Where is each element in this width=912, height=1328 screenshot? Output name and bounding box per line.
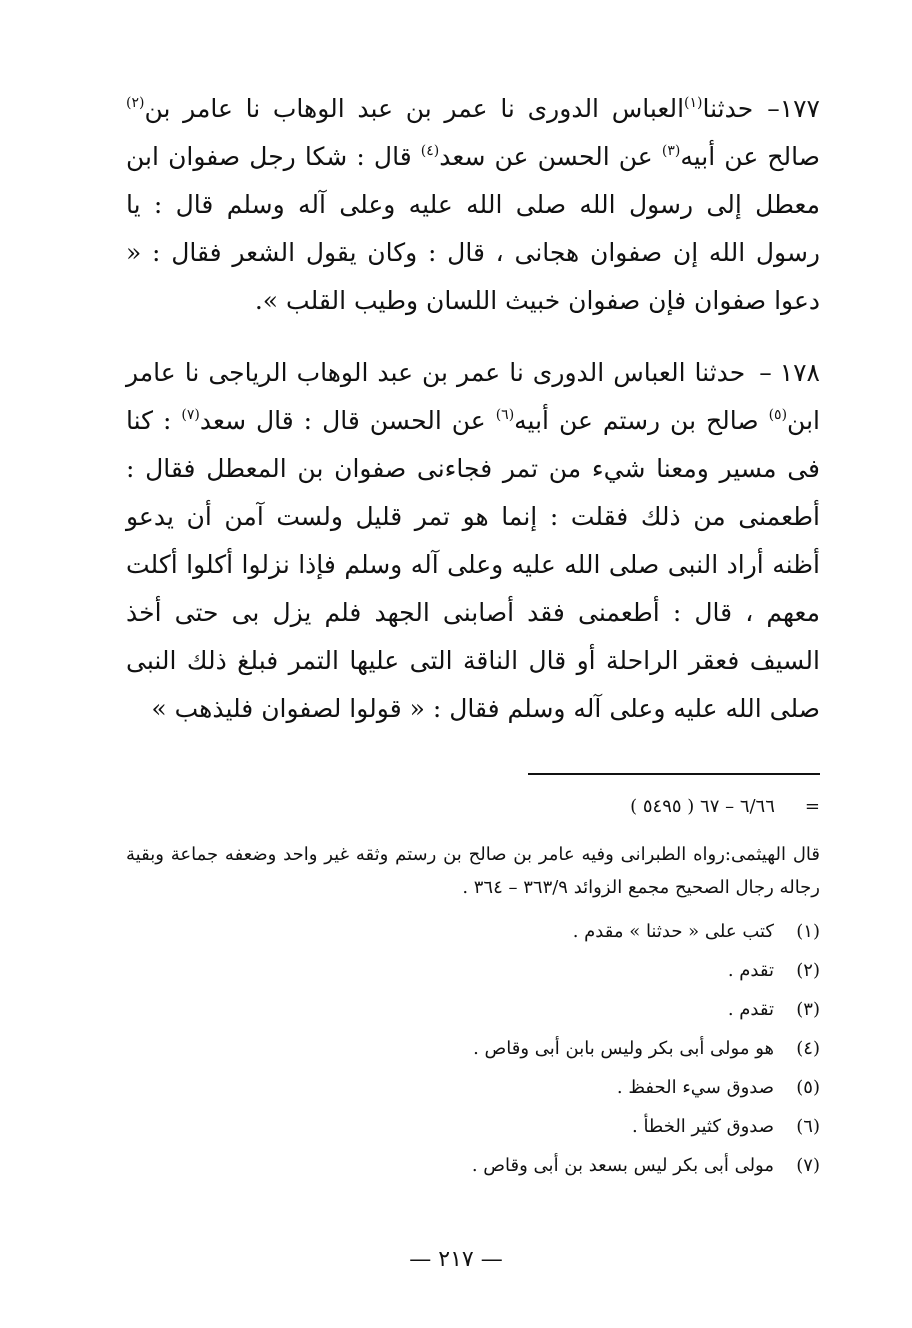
hadith-text: عن الحسن قال : قال سعد [199, 406, 496, 435]
hadith-text: حدثنا [702, 94, 754, 123]
footnote-number: (٢) [796, 960, 820, 981]
footnote-ref: (٣) [661, 143, 681, 159]
footnote-item [126, 1107, 820, 1146]
footnote-text: هو مولى أبى بكر وليس بابن أبى وقاص . [473, 1038, 774, 1059]
footnote-item [126, 912, 820, 951]
footnote-ref: (٦) [495, 407, 515, 423]
footnote-text: تقدم . [727, 999, 774, 1020]
continuation-text: ٦/٦٦ – ٦٧ ( ٥٤٩٥ ) [630, 796, 775, 817]
footnote-number: (٤) [796, 1038, 820, 1059]
footnote-text: صدوق كثير الخطأ . [632, 1116, 774, 1137]
hadith-177 [126, 85, 820, 325]
footnote-text: صدوق سيء الحفظ . [616, 1077, 774, 1098]
footnote-number: (٦) [796, 1116, 820, 1137]
footnote-item [126, 990, 820, 1029]
hadith-178 [126, 349, 820, 733]
hadith-text: صالح عن أبيه [680, 142, 820, 171]
page-number: — ٢١٧ — [409, 1247, 503, 1272]
hadith-text: قال : شكا رجل صفوان ابن معطل إلى رسول الله صلى الله عليه وعلى آله وسلم قال : يا رسول الله إن صفوان هجانى ، قال : وكان يقول الشعر فقال : « دعوا صفوان فإن صفوان خبيث اللسان وطيب القلب ». [126, 142, 820, 315]
hadith-number: ١٧٧– [767, 94, 820, 123]
footnote-number: (٥) [796, 1077, 820, 1098]
footnote-number: (٣) [796, 999, 820, 1020]
footnote-continuation [126, 792, 820, 822]
footnote-list [126, 912, 820, 1185]
hadith-number: ١٧٨ – [759, 358, 820, 387]
hadith-text: حدثنا العباس الدورى نا عمر بن عبد الوهاب الرياجى نا عامر ابن [126, 358, 820, 435]
footnote-text: كتب على « حدثنا » مقدم . [572, 921, 774, 942]
footnote-ref: (٢) [126, 95, 145, 111]
footnote-item [126, 1146, 820, 1185]
footnote-ref: (١) [684, 95, 703, 111]
footnote-note: قال الهيثمى:رواه الطبرانى وفيه عامر بن صالح بن رستم وثقه غير واحد وضعفه جماعة وبقية رجاله رجال الصحيح مجمع الزوائد ٣٦٣/٩ – ٣٦٤ . [126, 844, 820, 898]
footnote-item [126, 951, 820, 990]
hadith-text: العباس الدورى نا عمر بن عبد الوهاب نا عامر بن [144, 94, 685, 123]
footnote-text: مولى أبى بكر ليس بسعد بن أبى وقاص . [471, 1155, 774, 1176]
hadith-text: : كنا فى مسير ومعنا شيء من تمر فجاءنى صفوان بن المعطل فقال : أطعمنى من ذلك فقلت : إنما هو تمر قليل ولست آمن أن يدعو أظنه أراد النبى صلى الله عليه وعلى آله وسلم فإذا نزلوا أكلوا أكلت معهم ، قال : أطعمنى فقد أصابنى الجهد فلم يزل بى حتى أخذ السيف فعقر الراحلة أو قال الناقة التى عليها التمر فبلغ ذلك النبى صلى الله عليه وعلى آله وسلم فقال : « قولوا لصفوان فليذهب » [126, 406, 820, 723]
footnote-number: (٧) [796, 1155, 820, 1176]
footnote-ref: (٤) [420, 143, 440, 159]
footnote-item [126, 1068, 820, 1107]
hadith-text: صالح بن رستم عن أبيه [514, 406, 769, 435]
footnote-divider [528, 773, 820, 775]
footnote-text: تقدم . [727, 960, 774, 981]
footnote-ref: (٥) [768, 407, 788, 423]
hadith-text: عن الحسن عن سعد [439, 142, 662, 171]
footnote-number: (١) [796, 921, 820, 942]
continuation-mark: = [804, 796, 820, 817]
footnote-ref: (٧) [181, 407, 200, 423]
footnote-item [126, 1029, 820, 1068]
